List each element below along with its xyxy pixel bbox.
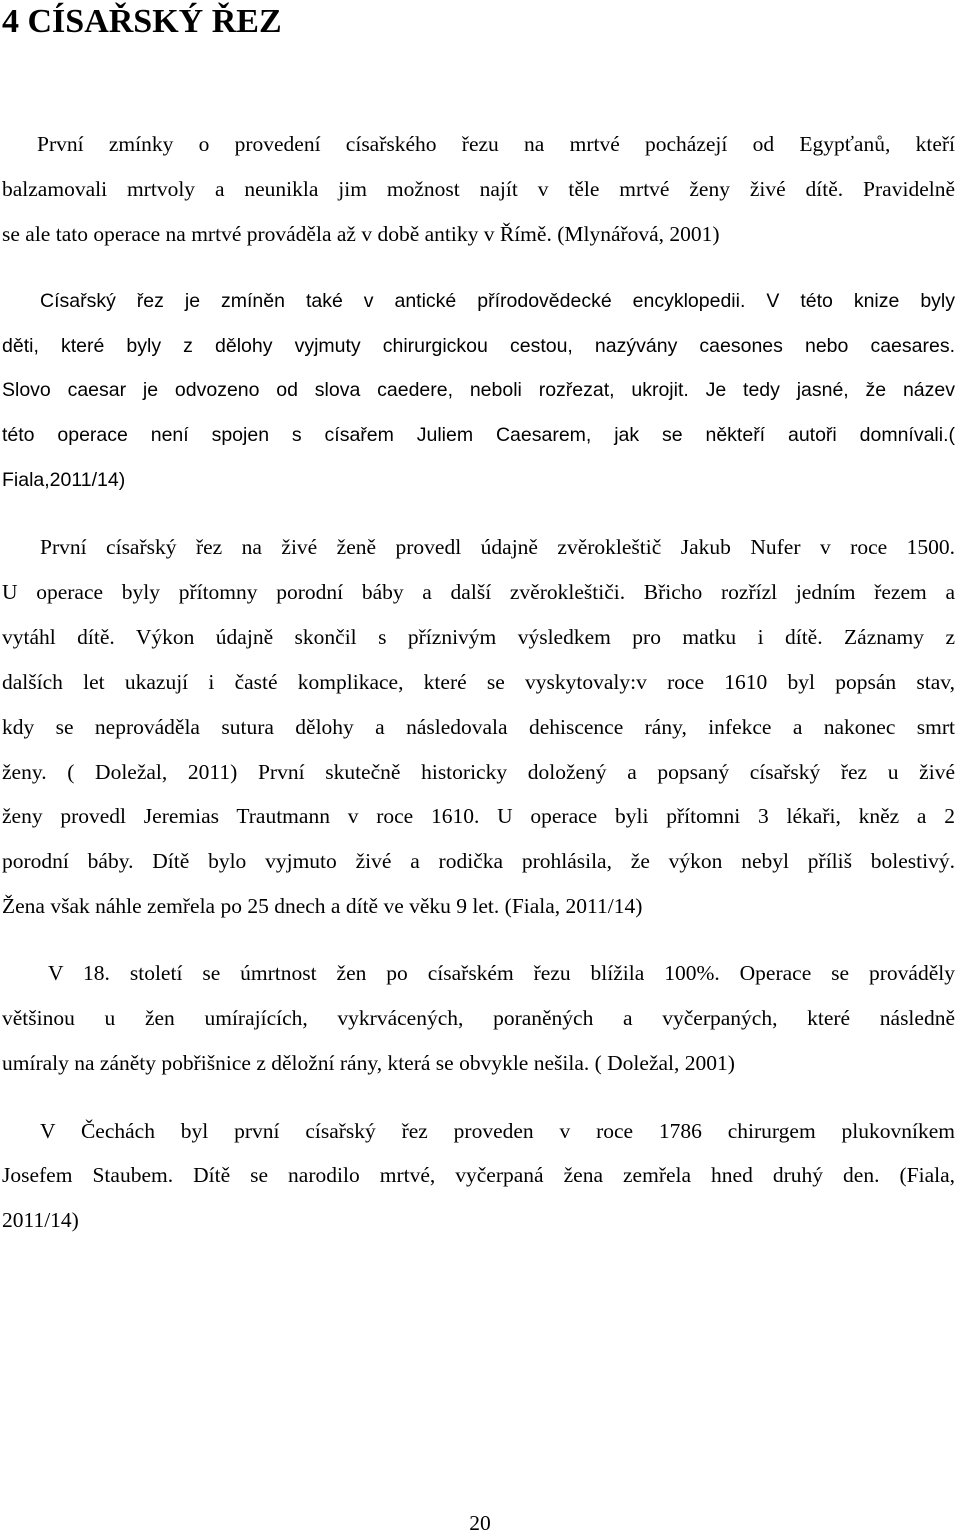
text-line: kdy se neprováděla sutura dělohy a následovala dehiscence rány, infekce a nakonec smrt — [2, 715, 955, 739]
text-line: Císařský řez je zmíněn také v antické přírodovědecké encyklopedii. V této knize byly — [40, 290, 955, 312]
text-line: První císařský řez na živé ženě provedl údajně zvěrokleštič Jakub Nufer v roce 1500. — [40, 535, 955, 559]
page-number: 20 — [469, 1511, 491, 1535]
text-line: většinou u žen umírajících, vykrvácených, poraněných a vyčerpaných, které následně — [2, 1006, 955, 1030]
text-line: této operace není spojen s císařem Juliem Caesarem, jak se někteří autoři domnívali.( — [2, 424, 955, 446]
text-line: děti, které byly z dělohy vyjmuty chirurgickou cestou, nazývány caesones nebo caesares. — [2, 335, 955, 357]
text-line: porodní báby. Dítě bylo vyjmuto živé a rodička prohlásila, že výkon nebyl příliš bolestivý. — [2, 849, 955, 873]
text-line: Fiala,2011/14) — [2, 469, 126, 491]
text-line: se ale tato operace na mrtvé prováděla až v době antiky v Římě. (Mlynářová, 2001) — [2, 222, 720, 246]
text-line: balzamovali mrtvoly a neunikla jim možnost najít v těle mrtvé ženy živé dítě. Pravidelně — [2, 177, 955, 201]
text-line: První zmínky o provedení císařského řezu na mrtvé pocházejí od Egypťanů, kteří — [37, 132, 955, 156]
text-line: Žena však náhle zemřela po 25 dnech a dítě ve věku 9 let. (Fiala, 2011/14) — [2, 894, 643, 918]
text-line: vytáhl dítě. Výkon údajně skončil s příznivým výsledkem pro matku i dítě. Záznamy z — [2, 625, 955, 649]
text-line: U operace byly přítomny porodní báby a další zvěrokleštiči. Břicho rozřízl jedním řezem a — [2, 580, 955, 604]
text-line: 2011/14) — [2, 1208, 79, 1232]
text-line: Josefem Staubem. Dítě se narodilo mrtvé, vyčerpaná žena zemřela hned druhý den. (Fiala, — [2, 1163, 955, 1187]
text-line: ženy provedl Jeremias Trautmann v roce 1610. U operace byli přítomni 3 lékaři, kněz a 2 — [2, 804, 955, 828]
text-line: V 18. století se úmrtnost žen po císařském řezu blížila 100%. Operace se prováděly — [48, 961, 955, 985]
text-line: umíraly na záněty pobřišnice z děložní rány, která se obvykle nešila. ( Doležal, 2001) — [2, 1051, 735, 1075]
text-line: ženy. ( Doležal, 2011) První skutečně historicky doložený a popsaný císařský řez u živé — [2, 760, 955, 784]
text-line: Slovo caesar je odvozeno od slova caedere, neboli rozřezat, ukrojit. Je tedy jasné, že název — [2, 379, 955, 401]
text-line: V Čechách byl první císařský řez proveden v roce 1786 chirurgem plukovníkem — [40, 1119, 955, 1143]
chapter-heading: 4 CÍSAŘSKÝ ŘEZ — [2, 3, 282, 40]
text-line: dalších let ukazují i časté komplikace, které se vyskytovaly:v roce 1610 byl popsán stav, — [2, 670, 955, 694]
